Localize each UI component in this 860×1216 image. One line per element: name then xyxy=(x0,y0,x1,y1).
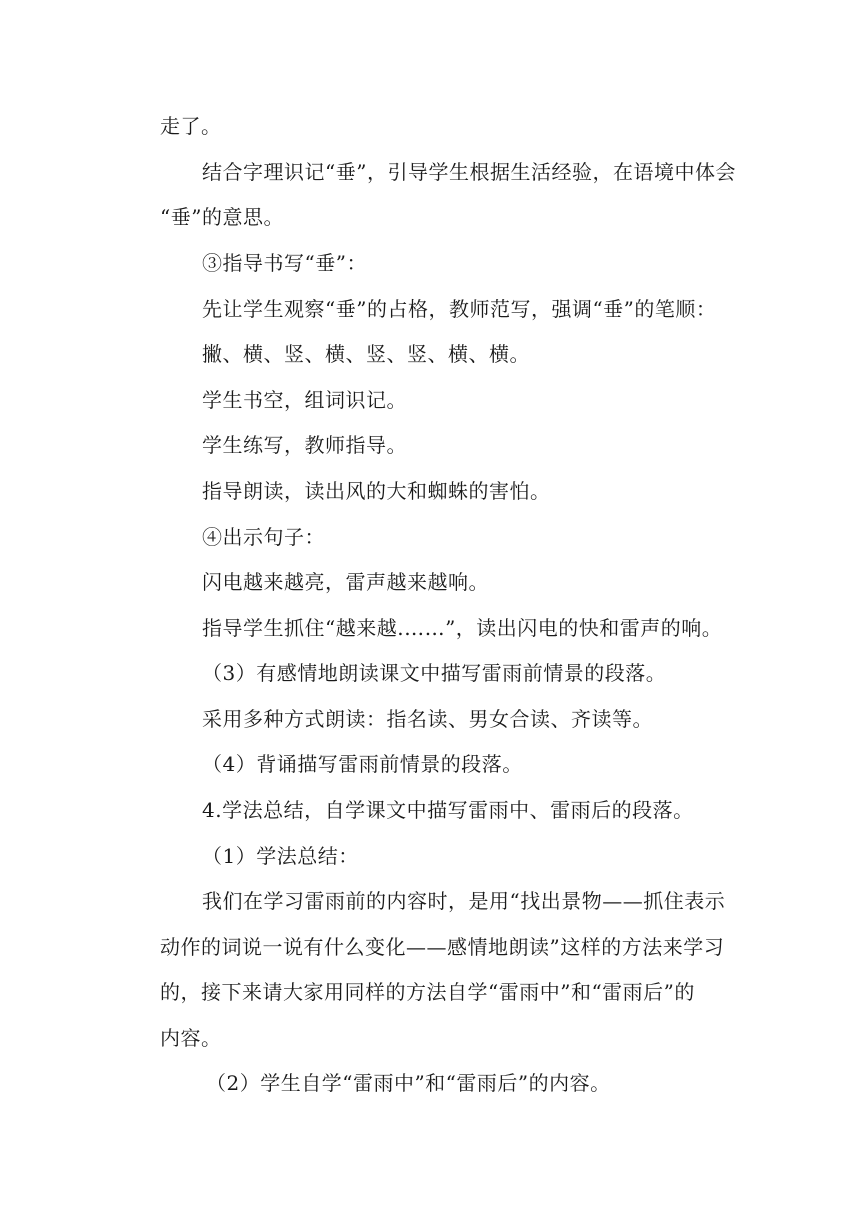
text-line-9: 指导朗读，读出风的大和蜘蛛的害怕。 xyxy=(202,479,551,503)
text-line-4: ③指导书写“垂”： xyxy=(202,251,367,275)
text-line-6: 撇、横、竖、横、竖、竖、横、横。 xyxy=(202,342,530,366)
text-line-12: 指导学生抓住“越来越.……”，读出闪电的快和雷声的响。 xyxy=(202,616,723,640)
text-line-19: 动作的词说一说有什么变化——感情地朗读”这样的方法来学习 xyxy=(160,935,725,959)
text-line-7: 学生书空，组词识记。 xyxy=(202,388,407,412)
text-line-18: 我们在学习雷雨前的内容时，是用“找出景物——抓住表示 xyxy=(202,889,726,913)
text-line-2: 结合字理识记“垂”，引导学生根据生活经验，在语境中体会 xyxy=(202,160,736,184)
text-line-11: 闪电越来越亮，雷声越来越响。 xyxy=(202,570,489,594)
text-line-8: 学生练写，教师指导。 xyxy=(202,433,407,457)
text-line-21: 内容。 xyxy=(160,1026,222,1050)
text-line-20: 的，接下来请大家用同样的方法自学“雷雨中”和“雷雨后”的 xyxy=(160,980,695,1004)
text-line-15: （4）背诵描写雷雨前情景的段落。 xyxy=(202,752,523,776)
text-line-13: （3）有感情地朗读课文中描写雷雨前情景的段落。 xyxy=(202,661,667,685)
text-line-5: 先让学生观察“垂”的占格，教师范写，强调“垂”的笔顺： xyxy=(202,297,717,321)
text-line-16: 4.学法总结，自学课文中描写雷雨中、雷雨后的段落。 xyxy=(202,798,694,822)
text-line-3: “垂”的意思。 xyxy=(160,205,284,229)
text-line-10: ④出示句子： xyxy=(202,525,325,549)
text-line-17: （1）学法总结： xyxy=(202,844,359,868)
text-line-1: 走了。 xyxy=(160,114,222,138)
text-line-22: （2）学生自学“雷雨中”和“雷雨后”的内容。 xyxy=(206,1071,611,1095)
text-line-14: 采用多种方式朗读：指名读、男女合读、齐读等。 xyxy=(202,707,653,731)
